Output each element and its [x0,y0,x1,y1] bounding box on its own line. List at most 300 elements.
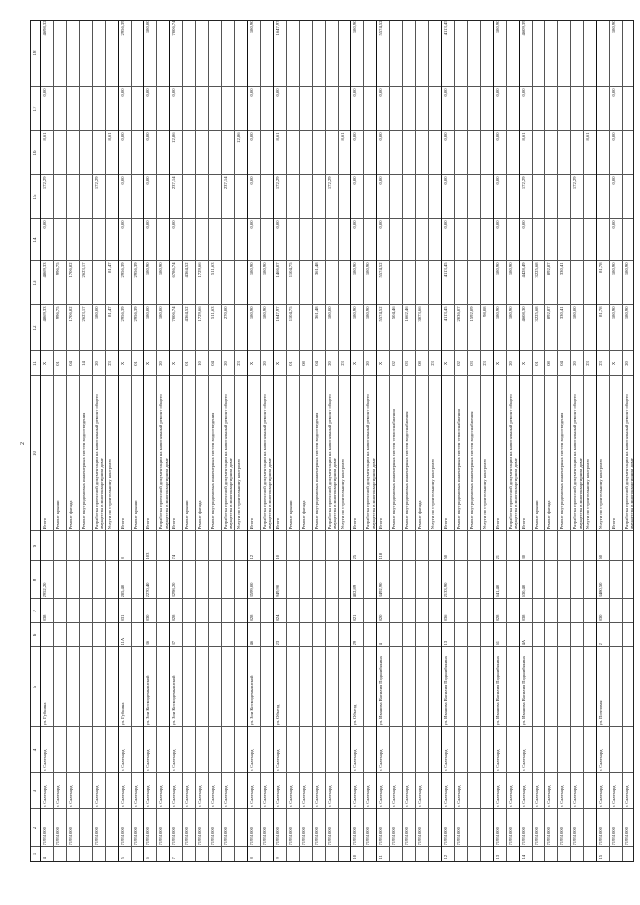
cell-col-11: 20 [158,361,164,366]
cell-col-10: Ремонт крыши [184,500,190,530]
cell-col-11: 08 [546,361,552,366]
cell-col-14: 0,00 [378,220,384,229]
cell-col-3: г. Салехард [365,785,371,808]
cell-col-3: г. Салехард [42,785,47,808]
cell-col-3: г. Салехард [313,785,319,808]
cell-col-12: 81,47 [106,306,112,317]
cell-col-3: г. Салехард [184,785,190,808]
table-row [299,21,312,861]
cell-col-13: 4869,33 [42,262,47,278]
cell-col-4: г. Салехард [520,749,526,772]
cell-col-13: 4364,52 [184,262,190,278]
cell-col-11: 20 [365,361,371,366]
table-row [467,21,480,861]
cell-col-6: 13 [442,640,448,646]
cell-col-9: 74 [171,554,177,560]
cell-col-12: 81,78 [598,306,604,317]
cell-col-1: 15 [598,854,604,860]
cell-col-11: 23 [481,361,487,366]
cell-col-18: 4698,32 [42,20,47,36]
page-number: 2 [20,442,26,445]
cell-col-3: г. Салехард [132,785,138,808]
cell-col-15: 172,29 [274,176,280,190]
cell-col-18: 4113,45 [442,20,448,36]
cell-col-10: Ремонт внутридомовых инженерных систем водоснабжения [404,411,410,530]
cell-col-16: 0,00 [442,132,448,141]
cell-col-10: Итого [248,517,254,530]
cell-col-3: г. Салехард [572,785,578,808]
cell-col-10: Итого [119,517,125,530]
table-row [506,21,519,861]
cell-col-5: ул. Объезд [274,704,280,726]
cell-col-3: г. Салехард [611,785,617,808]
cell-col-3: г. Салехард [197,785,203,808]
table-row [247,21,260,861]
cell-col-17: 0,00 [145,88,151,97]
cell-col-12: 2036,07 [455,306,461,322]
cell-col-3: г. Салехард [378,785,384,808]
cell-col-5: ул. Губкина [42,702,47,726]
cell-col-5: ул. Зои Космодемьянской [145,675,151,726]
cell-col-12: 1104,75 [287,306,293,322]
cell-col-14: 0,00 [42,220,47,229]
cell-col-2: 71951000 [559,827,565,846]
cell-col-1 [624,849,636,860]
cell-col-2: 71951000 [197,827,203,846]
cell-col-7: 831 [119,614,125,622]
cell-col-6: 46 [248,640,254,646]
cell-col-12: 3225,68 [533,306,539,322]
table-row [557,21,570,861]
cell-col-14: 0,00 [248,220,254,229]
cell-col-2: 71951000 [378,827,384,846]
cell-col-8: 285,40 [119,584,125,598]
cell-col-11: X [494,361,500,366]
cell-col-1: 8 [248,857,254,860]
cell-col-10: Итого [442,517,448,530]
cell-col-16: 0,00 [145,132,151,141]
cell-col-10: Ремонт крыши [287,500,293,530]
cell-col-2: 71951000 [442,827,448,846]
column-number: 13 [33,280,38,286]
cell-col-11: 23 [106,361,112,366]
cell-col-12: 180,90 [261,306,267,320]
cell-col-5: ул. Губкина [119,702,125,726]
cell-col-2: 71951000 [210,827,216,846]
cell-col-3: г. Салехард [248,785,254,808]
cell-col-6: 23 [274,640,280,646]
cell-col-10: Разработка проектной документации на капитальный ремонт общего имущества в многоквартирном доме [158,394,169,530]
cell-col-2: 71951000 [300,827,306,846]
cell-col-17: 0,00 [119,88,125,97]
cell-col-7: 824 [274,614,280,622]
cell-col-8 [624,563,636,598]
cell-col-4: г. Салехард [442,749,448,772]
cell-col-1: 12 [442,854,448,860]
cell-col-3: г. Салехард [533,785,539,808]
cell-col-2: 71951000 [572,827,578,846]
cell-col-11: 20 [223,361,229,366]
cell-col-3: г. Салехард [145,785,151,808]
cell-col-15: 0,00 [119,176,125,185]
cell-col-13: 180,90 [624,262,630,276]
cell-col-3: г. Салехард [352,785,358,808]
cell-col-17: 0,00 [520,88,526,97]
cell-col-10: Разработка проектной документации на капитальный ремонт общего имущества в многоквартирном доме [223,394,234,530]
cell-col-1: 5 [119,857,125,860]
table-row [273,21,286,861]
cell-col-9: 60 [598,554,604,560]
cell-col-4: г. Салехард [274,749,280,772]
cell-col-18: 180,00 [145,20,151,34]
column-number: 1 [33,852,38,856]
cell-col-10: Ремонт фасада [300,500,306,530]
cell-col-11: X [611,361,617,366]
column-number: 18 [33,50,38,56]
table-row [66,21,79,861]
cell-col-17: 0,00 [171,88,177,97]
cell-col-17: 0,00 [248,88,254,97]
cell-col-12: 180,90 [611,306,617,320]
table-row [402,21,415,861]
cell-col-18: 2956,39 [119,20,125,36]
cell-col-16: 0,00 [352,132,358,141]
cell-col-4: г. Салехард [378,749,384,772]
cell-col-14: 0,00 [171,220,177,229]
cell-col-10: Ремонт внутридомовых инженерных систем водоотведения [80,412,86,530]
cell-col-12: 180,00 [326,306,332,320]
cell-col-5: ул. Иванова Василия Подшибякина [442,656,448,726]
cell-col-12: 180,90 [248,306,254,320]
cell-col-7: 830 [145,614,151,622]
cell-col-11: 04 [559,361,565,366]
cell-col-13: 5574,52 [378,262,384,278]
cell-col-5: ул. Объезд [352,704,358,726]
cell-col-14: 0,00 [352,220,358,229]
cell-col-16: 8,61 [106,132,112,141]
cell-col-8: 641,40 [494,584,500,598]
cell-col-10: Итого [42,517,47,530]
table-row [428,21,441,861]
cell-col-4 [624,729,636,772]
cell-col-12: 4113,45 [442,306,448,322]
table-row [131,21,144,861]
table-row [105,21,118,861]
table-row [519,21,532,861]
column-number: 16 [33,150,38,156]
cell-col-2: 71951000 [171,827,177,846]
cell-col-14: 0,00 [494,220,500,229]
cell-col-11: X [248,361,254,366]
cell-col-13: 180,90 [507,262,513,276]
cell-col-5: ул. Почтовая [598,700,604,726]
cell-col-13: 2623,17 [80,262,86,278]
cell-col-4: г. Салехард [248,749,254,772]
cell-col-2: 71951000 [326,827,332,846]
cell-col-1: 11 [378,855,384,860]
cell-col-12: 270,00 [223,306,229,320]
cell-col-11: X [442,361,448,366]
cell-col-12: 2956,39 [119,306,125,322]
cell-col-2: 71951000 [352,827,358,846]
cell-col-10: Ремонт фасада [417,500,423,530]
cell-col-13: 1706,82 [67,262,73,278]
cell-col-17: 0,00 [442,88,448,97]
cell-col-11: 03 [404,361,410,366]
table-row [234,21,247,861]
cell-col-14: 0,00 [442,220,448,229]
cell-col-2: 71951000 [404,827,410,846]
cell-col-10: Ремонт внутридомовых инженерных систем теплоснабжения [455,409,461,530]
cell-col-5: ул. Иванова Василия Подшибякина [378,656,384,726]
cell-col-13: 180,90 [494,262,500,276]
cell-col-10: Услуги по строительному контролю [585,459,591,530]
cell-col-12: 180,00 [158,306,164,320]
cell-col-4: г. Салехард [42,749,47,772]
cell-col-10: Итого [494,517,500,530]
cell-col-11: X [119,361,125,366]
cell-col-2: 71951000 [546,827,552,846]
cell-col-18: 1647,97 [274,20,280,36]
cell-col-2: 71951000 [455,827,461,846]
cell-col-11: 01 [287,361,293,366]
cell-col-5 [624,649,636,726]
cell-col-14: 0,00 [145,220,151,229]
cell-col-13: 2956,39 [119,262,125,278]
cell-col-7: 821 [352,614,358,622]
cell-col-15: 0,00 [611,176,617,185]
cell-col-7: 828 [248,614,254,622]
cell-col-12: 2956,39 [132,306,138,322]
cell-col-15: 237,14 [223,176,229,190]
cell-col-3: г. Салехард [417,785,423,808]
cell-col-4: г. Салехард [171,749,177,772]
cell-col-9: 12 [248,554,254,560]
cell-col-11: 02 [391,361,397,366]
cell-col-6 [624,625,636,646]
cell-col-4: г. Салехард [119,749,125,772]
table-row [544,21,557,861]
cell-col-12: 180,90 [507,306,513,320]
cell-col-5: ул. Иванова Василия Подшибякина [494,656,500,726]
cell-col-18: 180,90 [611,20,617,34]
cell-col-13: 1466,07 [274,262,280,278]
cell-col-9: 25 [352,554,358,560]
cell-col-9: 118 [378,552,384,560]
cell-col-2: 71951000 [624,827,630,846]
cell-col-3: г. Салехард [455,785,461,808]
cell-col-11: 01 [533,361,539,366]
cell-col-11: X [520,361,526,366]
cell-col-2: 71951000 [67,827,73,846]
cell-col-3: г. Салехард [287,785,293,808]
cell-col-10: Итого [611,517,617,530]
column-number: 14 [33,237,38,243]
cell-col-13: 996,75 [54,262,60,276]
cell-col-2: 71951000 [261,827,267,846]
table-row [118,21,131,861]
cell-col-3: г. Салехард [546,785,552,808]
cell-col-15: 0,00 [378,176,384,185]
table-row [286,21,299,861]
table-row [376,21,389,861]
cell-col-12: 180,90 [365,306,371,320]
cell-col-3: г. Салехард [442,785,448,808]
cell-col-12: 892,87 [546,306,552,320]
cell-col-12: 180,00 [93,306,99,320]
table-row [53,21,66,861]
cell-col-17: 0,00 [378,88,384,97]
cell-col-18: 5574,52 [378,20,384,36]
cell-col-1: 6 [145,857,151,860]
cell-col-12: 1729,66 [197,306,203,322]
cell-col-3: г. Салехард [93,785,99,808]
cell-col-2: 71951000 [533,827,539,846]
cell-col-11: 04 [67,361,73,366]
table-row [338,21,351,861]
cell-col-3: г. Салехард [67,785,73,808]
cell-col-13: 330,41 [559,262,565,276]
cell-col-16: 12,86 [171,132,177,143]
cell-col-13: 6786,74 [171,262,177,278]
cell-col-17: 0,00 [42,88,47,97]
cell-col-11: 23 [430,361,436,366]
cell-col-1: 14 [520,854,526,860]
column-number: 5 [33,685,38,689]
cell-col-2: 71951000 [417,827,423,846]
cell-col-15: 0,00 [494,176,500,185]
cell-col-12: 180,90 [624,306,630,320]
cell-col-9: 103 [145,552,151,560]
cell-col-13: 511,63 [210,262,216,275]
cell-col-2: 71951000 [520,827,526,846]
cell-col-10: Разработка проектной документации на капитальный ремонт общего имущества в многоквартирном доме [507,394,518,530]
cell-col-17: 0,00 [611,88,617,97]
cell-col-13: 4428,49 [520,262,526,278]
cell-col-3: г. Салехард [494,785,500,808]
cell-col-13: 180,90 [365,262,371,276]
cell-col-11: 04 [313,361,319,366]
cell-col-11: 20 [572,361,578,366]
table-row [532,21,545,861]
cell-col-18: 7006,74 [171,20,177,36]
cell-col-11: 20 [507,361,513,366]
cell-col-3: г. Салехард [507,785,513,808]
cell-col-16: 0,00 [119,132,125,141]
cell-col-3: г. Салехард [274,785,280,808]
cell-col-17: 0,00 [494,88,500,97]
cell-col-11: X [352,361,358,366]
cell-col-17: 0,00 [352,88,358,97]
cell-col-15: 172,29 [326,176,332,190]
cell-col-1: 10 [352,854,358,860]
cell-col-12: 180,00 [145,306,151,320]
cell-col-10: Услуги по строительному контролю [598,459,604,530]
cell-col-4: г. Салехард [352,749,358,772]
table-row [325,21,338,861]
cell-col-1: 13 [494,854,500,860]
cell-col-10: Ремонт крыши [54,500,60,530]
cell-col-8: 2270,40 [145,582,151,598]
cell-col-10: Разработка проектной документации на капитальный ремонт общего имущества в многоквартирном доме [261,394,273,530]
cell-col-3: г. Салехард [210,785,216,808]
cell-col-10: Итого [352,517,358,530]
cell-col-13: 180,90 [611,262,617,276]
column-number: 6 [33,633,38,637]
cell-col-15 [624,177,636,218]
cell-col-5: ул. Зои Космодемьянской [248,675,254,726]
table-row [195,21,208,861]
cell-col-18: 180,90 [494,20,500,34]
cell-col-11: 23 [598,361,604,366]
table-row [454,21,467,861]
cell-col-8: 2952,20 [42,582,47,598]
cell-col-12: 361,48 [313,306,319,320]
table-row [156,21,169,861]
cell-col-10: Ремонт внутридомовых инженерных систем теплоснабжения [391,409,397,530]
cell-col-3: г. Салехард [598,785,604,808]
cell-col-10: Итого [171,517,177,530]
table-row [208,21,221,861]
cell-col-10: Разработка проектной документации на капитальный ремонт общего имущества в многоквартирном доме [365,394,376,530]
table-row [389,21,402,861]
column-number: 17 [33,106,38,112]
cell-col-15: 0,00 [145,176,151,185]
cell-col-11: 23 [236,361,242,366]
cell-col-3: г. Салехард [54,785,60,808]
cell-col-12: 2623,17 [80,306,86,322]
cell-col-1: 7 [171,857,177,860]
cell-col-14: 0,00 [520,220,526,229]
cell-col-11: 01 [54,361,60,366]
cell-col-2: 71951000 [507,827,513,846]
cell-col-16 [624,133,636,174]
cell-col-12: 4869,33 [42,306,47,322]
cell-col-10: Разработка проектной документации на капитальный ремонт общего имущества в многоквартирном доме [624,394,635,530]
cell-col-16: 0,00 [378,132,384,141]
cell-col-11: 23 [585,361,591,366]
column-number: 11 [33,361,38,366]
cell-col-3: г. Салехард [404,785,410,808]
cell-col-3: г. Салехард [391,785,397,808]
cell-col-11: X [274,361,280,366]
cell-col-11: 03 [468,361,474,366]
cell-col-13: 180,90 [352,262,358,276]
cell-col-12: 5574,52 [378,306,384,322]
cell-col-2: 71951000 [313,827,319,846]
cell-col-12: 180,90 [494,306,500,320]
cell-col-18: 4609,39 [520,20,526,36]
cell-col-12: 996,75 [54,306,60,320]
cell-col-11: 20 [326,361,332,366]
cell-col-10: Разработка проектной документации на капитальный ремонт общего имущества в многоквартирном доме [326,394,337,530]
cell-col-6: 61 [494,640,500,646]
cell-col-7: 838 [520,614,526,622]
cell-col-18: 180,90 [352,20,358,34]
cell-col-11: 02 [455,361,461,366]
cell-col-13: 180,90 [248,262,254,276]
table-row [583,21,596,861]
cell-col-11: 04 [210,361,216,366]
cell-col-12: 330,41 [559,306,565,320]
column-number: 4 [33,748,38,752]
cell-col-8: 2133,90 [442,582,448,598]
cell-col-2: 71951000 [54,827,60,846]
cell-col-10: Ремонт внутридомовых инженерных систем водоотведения [559,412,565,530]
cell-col-15: 0,00 [352,176,358,185]
cell-col-3: г. Салехард [300,785,306,808]
cell-col-15: 237,14 [171,176,177,190]
